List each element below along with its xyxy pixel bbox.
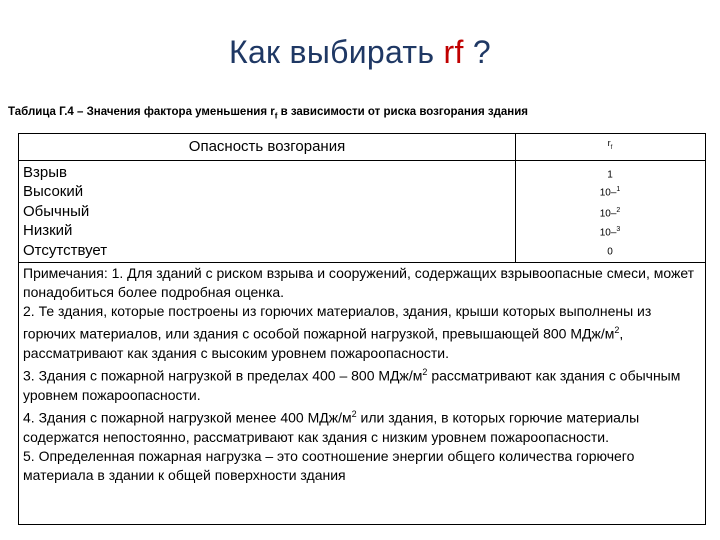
table-caption bbox=[8, 106, 528, 120]
row-value-normal bbox=[517, 207, 703, 219]
value-exp: 2 bbox=[616, 207, 621, 214]
note-5: 5. Определенная пожарная нагрузка – это соотношение энергии общего количества горючего материала в здании к общей поверхности здания bbox=[23, 447, 635, 483]
value-main: 1 bbox=[607, 169, 613, 181]
note-2 bbox=[23, 302, 707, 363]
caption-text: Таблица Г.4 – Значения фактора уменьшения r bbox=[8, 106, 275, 118]
value-main: 10– bbox=[599, 187, 617, 199]
row-label-high: Высокий bbox=[23, 183, 84, 200]
note-4-sup: 2 bbox=[351, 408, 357, 419]
value-main: 0 bbox=[607, 246, 613, 258]
rf-header-sub: f bbox=[610, 144, 613, 151]
row-label-low: Низкий bbox=[23, 222, 73, 239]
note-3-text: 3. Здания с пожарной нагрузкой в пределах 400 – 800 МДж/м bbox=[23, 367, 423, 384]
header-divider bbox=[19, 160, 705, 161]
note-3 bbox=[23, 363, 707, 405]
row-label-normal: Обычный bbox=[23, 203, 90, 220]
note-1: Примечания: 1. Для зданий с риском взрыва и сооружений, содержащих взрывоопасные смеси, может понадобиться более подробная оценка. bbox=[23, 265, 695, 301]
row-value-explosion bbox=[517, 168, 703, 180]
caption-tail: в зависимости от риска возгорания здания bbox=[277, 106, 528, 118]
notes-block bbox=[23, 264, 707, 485]
note-2-sup: 2 bbox=[614, 325, 620, 336]
row-label-explosion: Взрыв bbox=[23, 164, 67, 181]
rf-header-main: r bbox=[607, 138, 611, 148]
row-label-none: Отсутствует bbox=[23, 242, 108, 259]
row-value-none bbox=[517, 245, 703, 257]
value-main: 10– bbox=[599, 227, 617, 239]
note-3-tail: рассматривают как здания с обычным уровнем пожароопасности. bbox=[23, 367, 681, 403]
title-tail: ? bbox=[463, 34, 491, 70]
column-header-hazard: Опасность возгорания bbox=[188, 138, 346, 155]
notes-divider bbox=[19, 262, 705, 263]
note-2-tail: , рассматривают как здания с высоким уровнем пожароопасности. bbox=[23, 325, 624, 362]
caption-sub: f bbox=[274, 111, 278, 121]
row-value-high bbox=[517, 186, 703, 198]
row-value-low bbox=[517, 226, 703, 238]
slide-title bbox=[0, 34, 720, 71]
fire-risk-table bbox=[18, 133, 706, 525]
value-exp: 3 bbox=[616, 226, 621, 233]
note-3-sup: 2 bbox=[422, 367, 428, 378]
value-main: 10– bbox=[599, 208, 617, 220]
note-2-text: 2. Те здания, которые построены из горючих материалов, здания, крыши которых выполнены из горючих материалов, или здания с особой пожарной нагрузкой, превышающей 800 МДж/м bbox=[23, 303, 652, 342]
column-header-rf bbox=[517, 138, 703, 151]
value-exp: 1 bbox=[616, 186, 621, 193]
title-accent: rf bbox=[443, 34, 464, 70]
column-divider bbox=[515, 134, 516, 262]
note-4 bbox=[23, 405, 707, 447]
note-4-text: 4. Здания с пожарной нагрузкой менее 400 МДж/м bbox=[23, 409, 352, 426]
note-4-tail: или здания, в которых горючие материалы содержатся непостоянно, рассматривают как здания с низким уровнем пожароопасности. bbox=[23, 409, 640, 445]
title-main: Как выбирать bbox=[229, 34, 444, 70]
